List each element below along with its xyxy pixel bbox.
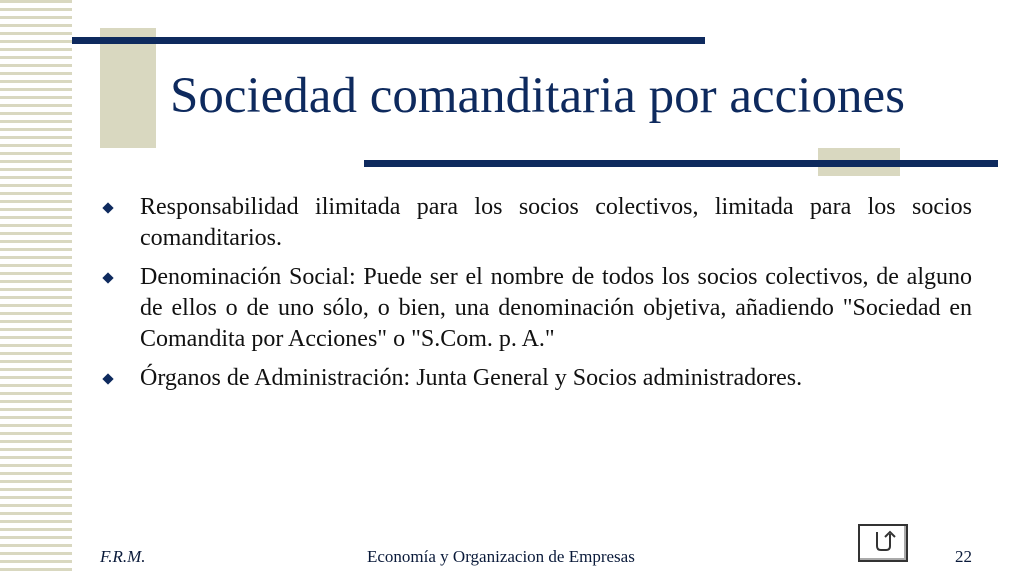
title-rule-top [72,37,705,44]
footer-author: F.R.M. [100,547,146,566]
slide-title: Sociedad comanditaria por acciones [170,68,905,124]
return-arrow-icon [868,528,898,559]
bullet-item [100,363,972,394]
decorative-stripes [0,0,72,576]
bullet-text: Denominación Social: Puede ser el nombre de todos los socios colectivos, de alguno de ellos o de uno sólo, o bien, una denominación objetiva, añadiendo "Sociedad en Comandita por Acciones" o "S.Com. p. A." [140,264,972,352]
diamond-bullet-icon [102,272,113,283]
bullet-item [100,262,972,355]
footer-course: Economía y Organizacion de Empresas [367,547,635,566]
diamond-bullet-icon [102,373,113,384]
title-rule-bottom [364,160,998,167]
bullet-list [100,192,972,402]
return-button[interactable] [858,524,908,562]
decorative-box-left [100,28,156,148]
bullet-text: Responsabilidad ilimitada para los socios colectivos, limitada para los socios comanditarios. [140,194,972,251]
bullet-text: Órganos de Administración: Junta General y Socios administradores. [140,365,803,391]
page-number: 22 [955,547,972,566]
diamond-bullet-icon [102,202,113,213]
bullet-item [100,192,972,254]
